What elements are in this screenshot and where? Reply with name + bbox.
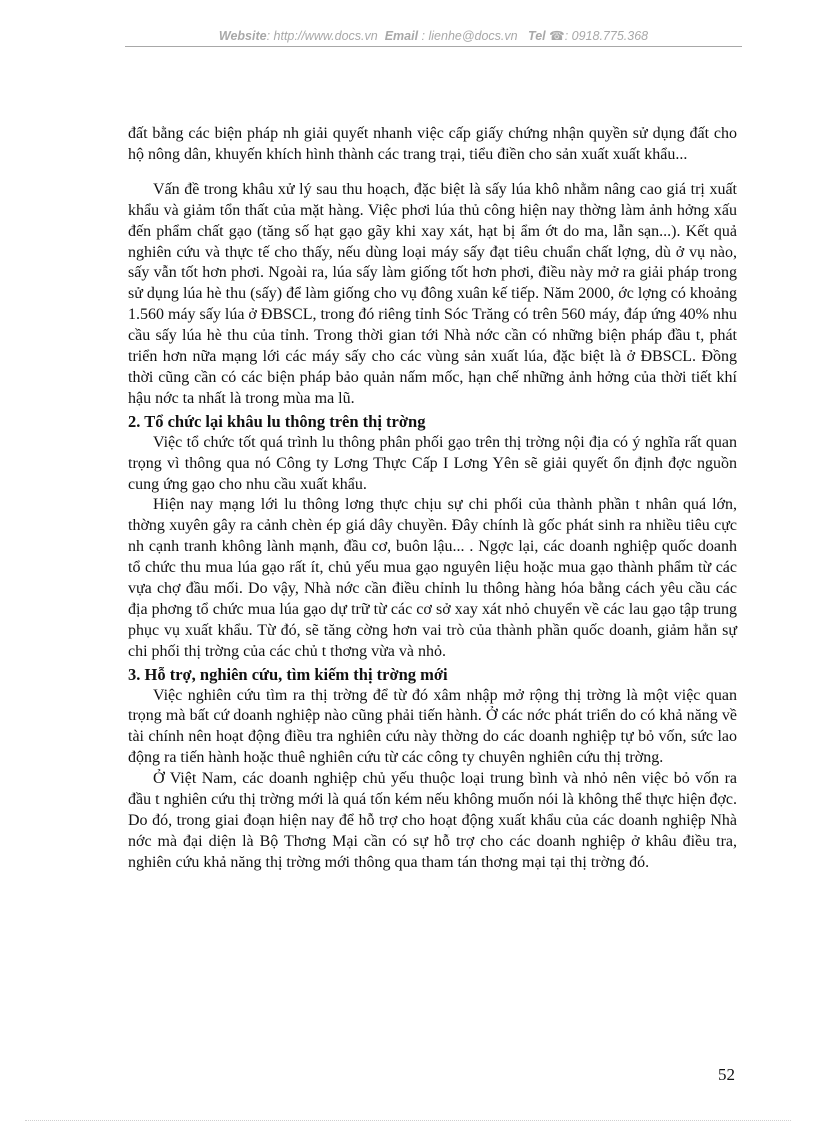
tel-number: ☎: 0918.775.368 xyxy=(549,29,649,43)
section-heading-3: 3. Hỗ trợ, nghiên cứu, tìm kiếm thị trờng mới xyxy=(128,664,448,684)
paragraph-market-network: Hiện nay mạng lới lu thông lơng thực chịu sự chi phối của thành phần t nhân quá lớn, thờng xuyên gây ra cảnh chèn ép giá dây chuyền. Đây chính là gốc phát sinh ra nhiều tiêu cực nh cạnh tranh không lành mạnh, đầu cơ, buôn lậu... . Ngợc lại, các doanh nghiệp quốc doanh tổ chức thu mua lúa gạo rất ít, chủ yếu mua gạo nguyên liệu hoặc mua gạo thành phẩm từ các vựa chợ đầu mối. Do vậy, Nhà nớc cần điều chỉnh lu thông hàng hóa bằng cách yêu cầu các địa phơng tổ chức mua lúa gạo dự trữ từ các cơ sở xay xát nhỏ chuyển về các lau gạo tập trung phục vụ xuất khẩu. Từ đó, sẽ tăng cờng hơn vai trò của thành phần quốc doanh, giảm hẳn sự chi phối thị trờng của các chủ t thơng vừa và nhỏ. xyxy=(128,496,737,660)
tel-label: Tel xyxy=(528,29,546,43)
paragraph-post-harvest: Vấn đề trong khâu xử lý sau thu hoạch, đặc biệt là sấy lúa khô nhằm nâng cao giá trị xuất khẩu và giảm tổn thất của mặt hàng. Việc phơi lúa thủ công hiện nay thờng làm ảnh hởng xấu đến phẩm chất gạo (tăng số hạt gạo gãy khi xay xát, hạt bị ẩm ớt do ma, lẫn sạn...). Kết quả nghiên cứu và thực tế cho thấy, nếu dùng loại máy sấy đạt tiêu chuẩn chất lợng, dù ở vụ nào, sấy vẫn tốt hơn phơi. Ngoài ra, lúa sấy làm giống tốt hơn phơi, điều này mở ra giải pháp trong sử dụng lúa hè thu (sấy) để làm giống cho vụ đông xuân kế tiếp. Năm 2000, ớc lợng có khoảng 1.560 máy sấy lúa ở ĐBSCL, trong đó riêng tỉnh Sóc Trăng có trên 560 máy, đáp ứng 40% nhu cầu sấy lúa hè thu của tỉnh. Trong thời gian tới Nhà nớc cần có những biện pháp đầu t, phát triển hơn nữa mạng lới các máy sấy cho các vùng sản xuất lúa, đặc biệt là ở ĐBSCL. Đồng thời cũng cần có các biện pháp bảo quản nấm mốc, hạn chế những ảnh hởng của thời tiết khí hậu nớc ta nhất là trong mùa ma lũ. xyxy=(128,180,737,407)
footer-divider xyxy=(25,1120,791,1121)
paragraph-distribution: Việc tổ chức tốt quá trình lu thông phân phối gạo trên thị trờng nội địa có ý nghĩa rất quan trọng vì thông qua nó Công ty Lơng Thực Cấp I Lơng Yên sẽ giải quyết ổn định đợc nguồn cung ứng gạo cho nhu cầu xuất khẩu. xyxy=(128,433,737,493)
section-heading-2: 2. Tổ chức lại khâu lu thông trên thị trờng xyxy=(128,411,426,431)
email-address[interactable]: : lienhe@docs.vn xyxy=(418,29,518,43)
website-url[interactable]: : http://www.docs.vn xyxy=(266,29,378,43)
paragraph-vietnam-support: Ở Việt Nam, các doanh nghiệp chủ yếu thuộc loại trung bình và nhỏ nên việc bỏ vốn ra đầu t nghiên cứu thị trờng mới là quá tốn kém nếu không muốn nói là không thể thực hiện đợc. Do đó, trong giai đoạn hiện nay để hỗ trợ cho hoạt động xuất khẩu của các doanh nghiệp Nhà nớc mà đại diện là Bộ Thơng Mại cần có sự hỗ trợ cho các doanh nghiệp ở khâu điều tra, nghiên cứu khả năng thị trờng mới thông qua tham tán thơng mại tại thị trờng đó. xyxy=(128,770,737,871)
website-label: Website xyxy=(218,29,267,43)
page-header xyxy=(125,28,742,43)
paragraph-market-research: Việc nghiên cứu tìm ra thị trờng để từ đó xâm nhập mở rộng thị trờng là một việc quan trọng mà bất cứ doanh nghiệp nào cũng phải tiến hành. Ở các nớc phát triển do có khả năng về tài chính nên hoạt động điều tra nghiên cứu này thờng do các doanh nghiệp tự bỏ vốn, sức lao động ra tiến hành hoặc thuê nghiên cứu từ các công ty chuyên nghiên cứu thị trờng. xyxy=(128,686,737,767)
header-divider xyxy=(125,46,742,47)
page-number: 52 xyxy=(718,1065,735,1084)
document-body xyxy=(128,124,737,874)
email-label: Email xyxy=(384,29,419,43)
paragraph-land-policy: đất bằng các biện pháp nh giải quyết nhanh việc cấp giấy chứng nhận quyền sử dụng đất cho hộ nông dân, khuyến khích hình thành các trang trại, tiểu điền cho sản xuất xuất khẩu... xyxy=(128,125,737,163)
